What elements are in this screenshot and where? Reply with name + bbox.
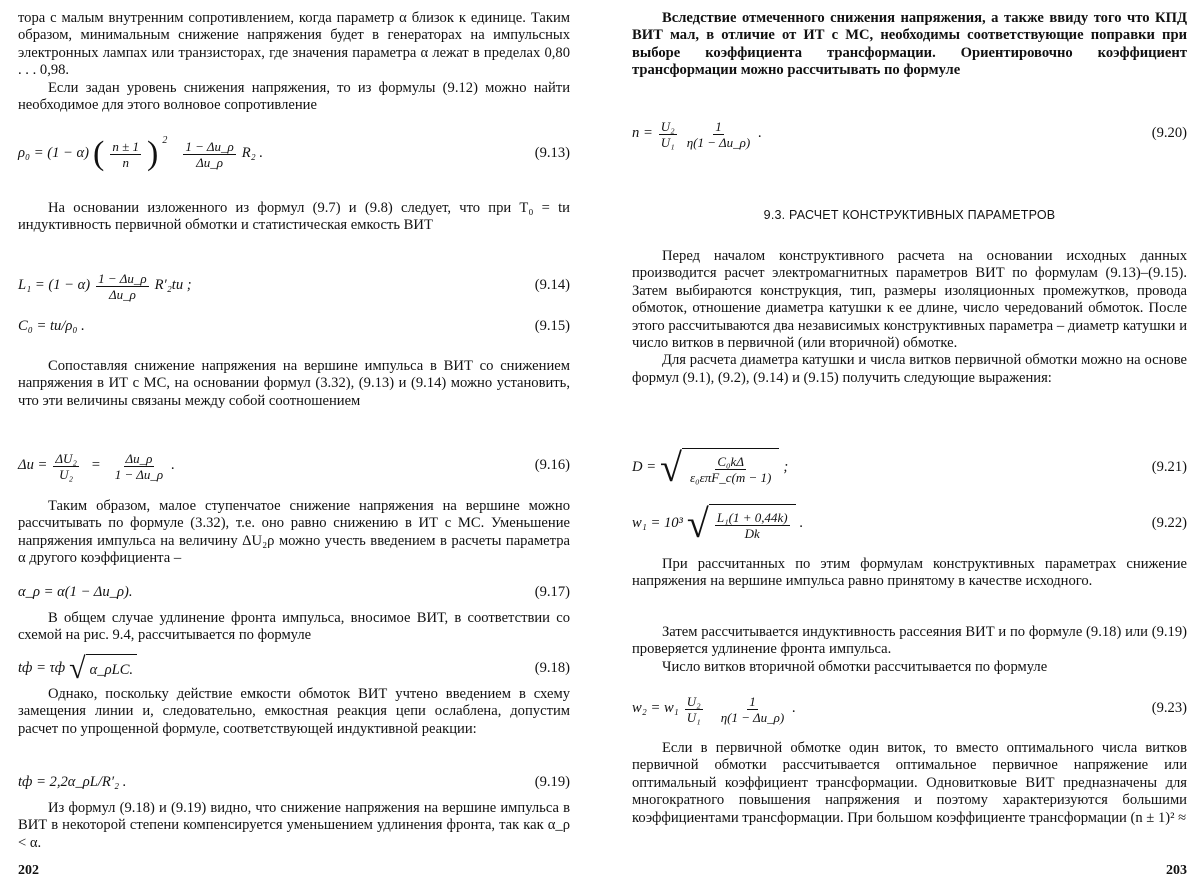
right-page — [632, 0, 1187, 884]
left-paren: ( — [93, 135, 105, 172]
fraction: $\frac{n \pm 1}{n}$ — [112, 138, 140, 170]
fraction: $\frac{1 - \Delta u\_\rho}{\Delta u\_\rho}$ — [185, 138, 234, 170]
equation-number: (9.22) — [1151, 515, 1187, 532]
square-root: √ α_ρLC. — [69, 654, 137, 684]
paragraph: Если в первичной обмотке один виток, то вместо оптимального числа витков первичной обмотки рассчитывается оптимальное первичное напряжение или оптимальный коэффициент трансформации. Одновитковые ВИТ предназначены для многократного повышения напряжения и поэтому характеризуются большими коэффициентами трансформации. При большом коэффициенте трансформации (n ± 1)² ≈ — [632, 740, 1187, 826]
paragraph: Если задан уровень снижения напряжения, то из формулы (9.12) можно найти необходимое для этого волновое сопротивление — [18, 79, 570, 114]
equation-number: (9.17) — [534, 584, 570, 601]
equation-number: (9.20) — [1151, 125, 1187, 142]
paragraph: Таким образом, малое ступенчатое снижение напряжения на вершине можно рассчитывать по формуле (3.32), т.е. оно равно снижению в ИТ с МС. Уменьшение напряжения импульса на величину ΔU₂ρ можно учесть введением в расчеты параметра α другого коэффициента – — [18, 498, 570, 567]
paragraph: Однако, поскольку действие емкости обмоток ВИТ учтено введением в схему замещения линии и, следовательно, емкостная реакция цепи ослаблена, допустим расчет по упрощенной формуле, соответствующей индуктивной реакции: — [18, 686, 570, 737]
section-heading: 9.3. РАСЧЕТ КОНСТРУКТИВНЫХ ПАРАМЕТРОВ — [763, 208, 1056, 222]
paragraph: При рассчитанных по этим формулам конструктивных параметрах снижение напряжения на вершине импульса равно принятому в качестве исходного. — [632, 556, 1187, 590]
paragraph: Перед началом конструктивного расчета на основании исходных данных производится расчет электромагнитных параметров ВИТ по формулам (9.13)–(9.15). Затем выбираются конструкция, тип, размеры изоляционных промежутков, провода обмоток, отношение диаметра катушки к ее длине, число чередований обмоток. После этого рассчитываются два независимых конструктивных параметра – диаметр катушки и число витков в первичной (или вторичной) обмотке. — [632, 248, 1187, 352]
fraction: $\frac{\text{L₁(1 + 0,44k)}}{Dk}$ — [716, 510, 788, 541]
equation-number: (9.19) — [534, 774, 570, 791]
paragraph: На основании изложенного из формул (9.7) и (9.8) следует, что при T₀ = tи индуктивность первичной обмотки и статистическая емкость ВИТ — [18, 200, 570, 234]
fraction: $\frac{\Delta u\_\rho}{1 - \Delta u\_\rho}$ — [114, 450, 164, 482]
paragraph: Число витков вторичной обмотки рассчитывается по формуле — [662, 658, 1048, 675]
equation-number: (9.16) — [534, 457, 570, 474]
equation-9-22: w₁ = 10³ √ $\frac{\text{L₁(1 + 0,44k)}}{Dk}$ . (9.22) — [632, 501, 1187, 546]
page-number: 202 — [18, 863, 39, 878]
paragraph: Затем рассчитывается индуктивность рассеяния ВИТ и по формуле (9.18) или (9.19) проверяется удлинение фронта импульса. — [632, 624, 1187, 658]
equation-number: (9.18) — [534, 660, 570, 677]
equation-9-16: Δu = $\frac{\text{ΔU₂}}{\text{U₂}}$ = $\frac{\Delta u\_\rho}{1 - \Delta u\_\rho}$ . (9.16) — [18, 450, 570, 482]
paragraph: Сопоставляя снижение напряжения на вершине импульса в ВИТ со снижением напряжения в ИТ с МС, на основании формул (3.32), (9.13) и (9.14) можно установить, что эти величины связаны между собой соотношением — [18, 358, 570, 409]
equation-9-23: w₂ = w₁ $\frac{\text{U₂}}{\text{U₁}}$ $\frac{1}{\eta(1 - \Delta u\_\rho)}$ . (9.23) — [632, 693, 1187, 725]
paragraph: тора с малым внутренним сопротивлением, когда параметр α близок к единице. Таким образом, минимальным снижение напряжения будет в генераторах на импульсных электронных лампах или транзисторах, где значения параметра α лежат в пределах 0,80 . . . 0,98. — [18, 10, 570, 79]
equation-9-20: n = $\frac{\text{U₂}}{\text{U₁}}$ $\frac{1}{\eta(1 - \Delta u\_\rho)}$ . (9.20) — [632, 118, 1187, 150]
square-root: √ $\frac{\text{C₀kΔ}}{\text{ε₀επF\_c(m − 1)}}$ — [660, 448, 779, 488]
fraction: $\frac{\text{U₂}}{\text{U₁}}$ — [686, 693, 701, 725]
equation-9-14: L₁ = (1 − α) $\frac{1 - \Delta u\_\rho}{\Delta u\_\rho}$ R′₂tи ; (9.14) — [18, 270, 570, 302]
paragraph: Из формул (9.18) и (9.19) видно, что снижение напряжения на вершине импульса в ВИТ в некоторой степени компенсируется уменьшением удлинения фронта, так как α_ρ < α. — [18, 800, 570, 851]
equation-tail: R₂ . — [241, 145, 264, 162]
fraction: $\frac{\text{ΔU₂}}{\text{U₂}}$ — [55, 450, 77, 482]
equation-number: (9.23) — [1151, 700, 1187, 717]
equation-9-17: α_ρ = α(1 − Δu_ρ). (9.17) — [18, 584, 570, 601]
paragraph: В общем случае удлинение фронта импульса, вносимое ВИТ, в соответствии со схемой на рис. 9.4, рассчитывается по формуле — [18, 610, 570, 644]
paragraph: Для расчета диаметра катушки и числа витков первичной обмотки можно на основе формул (9.1), (9.2), (9.14) и (9.15) получить следующие выражения: — [632, 352, 1187, 386]
fraction: $\frac{\text{C₀kΔ}}{\text{ε₀επF\_c(m − 1)}}$ — [690, 454, 772, 485]
equation-number: (9.13) — [534, 145, 570, 162]
equation-number: (9.14) — [534, 277, 570, 294]
equation-lhs: ρ₀ = (1 − α) — [18, 145, 90, 162]
equation-9-19: tф = 2,2α_ρL/R′₂ . (9.19) — [18, 774, 570, 791]
fraction: $\frac{1}{\eta(1 - \Delta u\_\rho)}$ — [686, 118, 751, 150]
equation-number: (9.15) — [534, 318, 570, 335]
fraction: $\frac{1}{\eta(1 - \Delta u\_\rho)}$ — [720, 693, 785, 725]
equation-9-13: ρ₀ = (1 − α) ( $\frac{n \pm 1}{n}$ ) 2 $\frac{1 - \Delta u\_\rho}{\Delta u\_\rho}$ R₂ . (9.13) — [18, 135, 570, 172]
equation-number: (9.21) — [1151, 459, 1187, 476]
equation-9-15: C₀ = tи/ρ₀ . (9.15) — [18, 318, 570, 335]
equation-9-21: D = √ $\frac{\text{C₀kΔ}}{\text{ε₀επF\_c(m − 1)}}$ ; (9.21) — [632, 445, 1187, 490]
paragraph: Вследствие отмеченного снижения напряжения, а также ввиду того что КПД ВИТ мал, в отличие от ИТ с МС, необходимы соответствующие поправки при выборе коэффициента трансформации. Ориентировочно коэффициент трансформации можно рассчитывать по формуле — [632, 10, 1187, 79]
fraction: $\frac{\text{U₂}}{\text{U₁}}$ — [660, 118, 675, 150]
fraction: $\frac{1 - \Delta u\_\rho}{\Delta u\_\rho}$ — [98, 270, 147, 302]
page-number: 203 — [1166, 863, 1187, 878]
left-page — [18, 0, 570, 884]
right-paren: ) — [147, 135, 159, 172]
equation-9-18: tф = τф √ α_ρLC. (9.18) — [18, 652, 570, 685]
square-root: √ $\frac{\text{L₁(1 + 0,44k)}}{Dk}$ — [687, 504, 796, 544]
